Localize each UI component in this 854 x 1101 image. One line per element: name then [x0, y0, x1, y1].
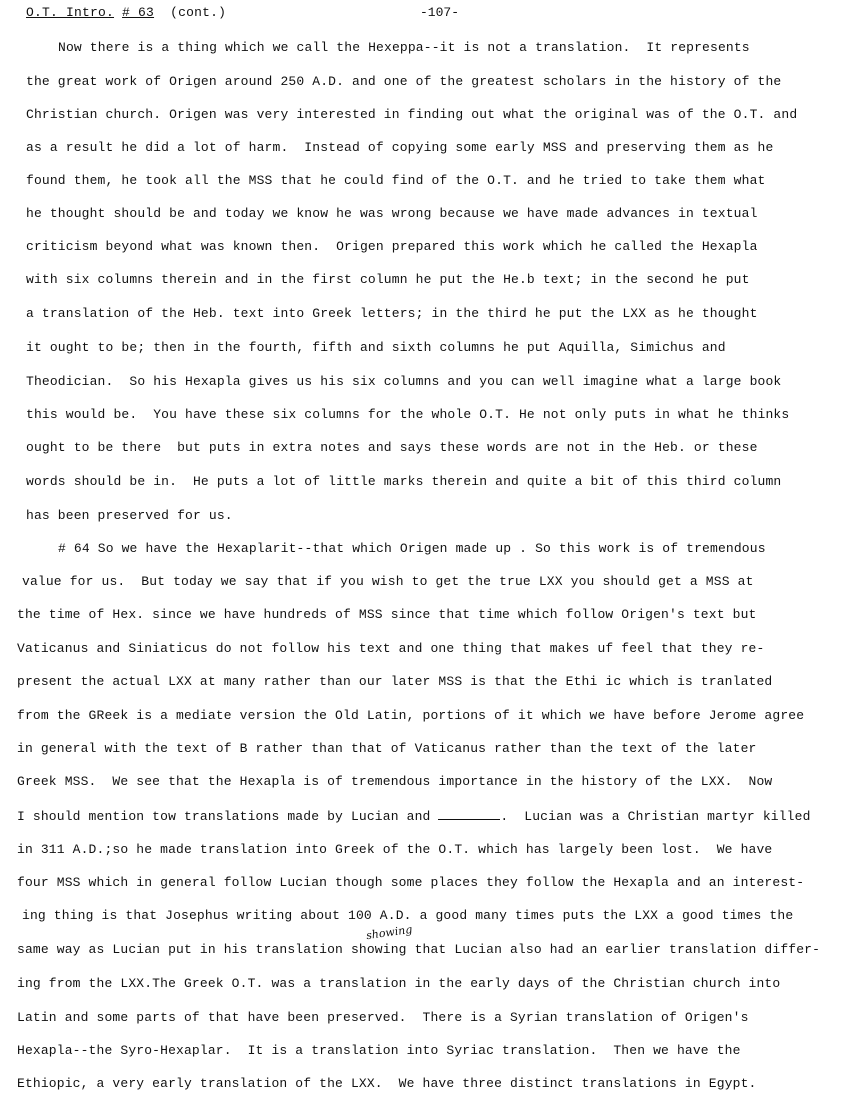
text-line: # 64 So we have the Hexaplarit--that which Origen made up . So this work is of tremendous — [58, 541, 766, 556]
text-line: he thought should be and today we know he was wrong because we have made advances in textual — [26, 206, 758, 221]
blank-fill-line — [438, 808, 500, 820]
text-line: as a result he did a lot of harm. Instead of copying some early MSS and preserving them as he — [26, 140, 774, 155]
text-line: ought to be there but puts in extra notes and says these words are not in the Heb. or these — [26, 440, 758, 455]
text-line: it ought to be; then in the fourth, fifth and sixth columns he put Aquilla, Simichus and — [26, 340, 726, 355]
text-line: Latin and some parts of that have been preserved. There is a Syrian translation of Origen's — [17, 1010, 749, 1025]
text-line: the time of Hex. since we have hundreds of MSS since that time which follow Origen's text but — [17, 607, 757, 622]
text-line: four MSS which in general follow Lucian though some places they follow the Hexapla and an interest- — [17, 875, 805, 890]
text-line — [17, 808, 811, 825]
text-line: Theodician. So his Hexapla gives us his six columns and you can well imagine what a large book — [26, 374, 782, 389]
text-line: present the actual LXX at many rather than our later MSS is that the Ethi ic which is tranlated — [17, 674, 773, 689]
continued-label: (cont.) — [170, 5, 227, 20]
text-line: the great work of Origen around 250 A.D. and one of the greatest scholars in the history of the — [26, 74, 782, 89]
handwritten-annotation: showing — [365, 922, 414, 943]
text-line: criticism beyond what was known then. Origen prepared this work which he called the Hexapla — [26, 239, 758, 254]
text-line: words should be in. He puts a lot of little marks therein and quite a bit of this third column — [26, 474, 782, 489]
text-line: Now there is a thing which we call the Hexeppa--it is not a translation. It represents — [58, 40, 750, 55]
text-line-end: . Lucian was a Christian martyr killed — [500, 809, 811, 824]
lecture-number: # 63 — [122, 5, 155, 20]
text-line: a translation of the Heb. text into Greek letters; in the third he put the LXX as he thought — [26, 306, 758, 321]
text-line: same way as Lucian put in his translation showing that Lucian also had an earlier translation differ- — [17, 942, 821, 957]
text-line: Hexapla--the Syro-Hexaplar. It is a translation into Syriac translation. Then we have the — [17, 1043, 741, 1058]
text-line: ing from the LXX.The Greek O.T. was a translation in the early days of the Christian church into — [17, 976, 781, 991]
page-header — [26, 5, 226, 20]
course-title: O.T. Intro. — [26, 5, 115, 20]
text-line: Greek MSS. We see that the Hexapla is of tremendous importance in the history of the LXX. Now — [17, 774, 773, 789]
text-line: in general with the text of B rather than that of Vaticanus rather than the text of the later — [17, 741, 757, 756]
text-line: from the GReek is a mediate version the Old Latin, portions of it which we have before Jerome agree — [17, 708, 805, 723]
text-line: value for us. But today we say that if you wish to get the true LXX you should get a MSS at — [22, 574, 754, 589]
text-line: ing thing is that Josephus writing about 100 A.D. a good many times puts the LXX a good times the — [22, 908, 794, 923]
page-number: -107- — [420, 5, 460, 20]
text-line: in 311 A.D.;so he made translation into Greek of the O.T. which has largely been lost. We have — [17, 842, 773, 857]
text-line: has been preserved for us. — [26, 508, 233, 523]
text-line: found them, he took all the MSS that he could find of the O.T. and he tried to take them what — [26, 173, 766, 188]
text-line: with six columns therein and in the first column he put the He.b text; in the second he put — [26, 272, 750, 287]
text-line: Ethiopic, a very early translation of the LXX. We have three distinct translations in Egypt. — [17, 1076, 757, 1091]
text-line: Christian church. Origen was very interested in finding out what the original was of the O.T. and — [26, 107, 798, 122]
text-line: Vaticanus and Siniaticus do not follow his text and one thing that makes uf feel that they re- — [17, 641, 765, 656]
text-line: this would be. You have these six columns for the whole O.T. He not only puts in what he thinks — [26, 407, 790, 422]
text-line-start: I should mention tow translations made by Lucian and — [17, 809, 431, 824]
